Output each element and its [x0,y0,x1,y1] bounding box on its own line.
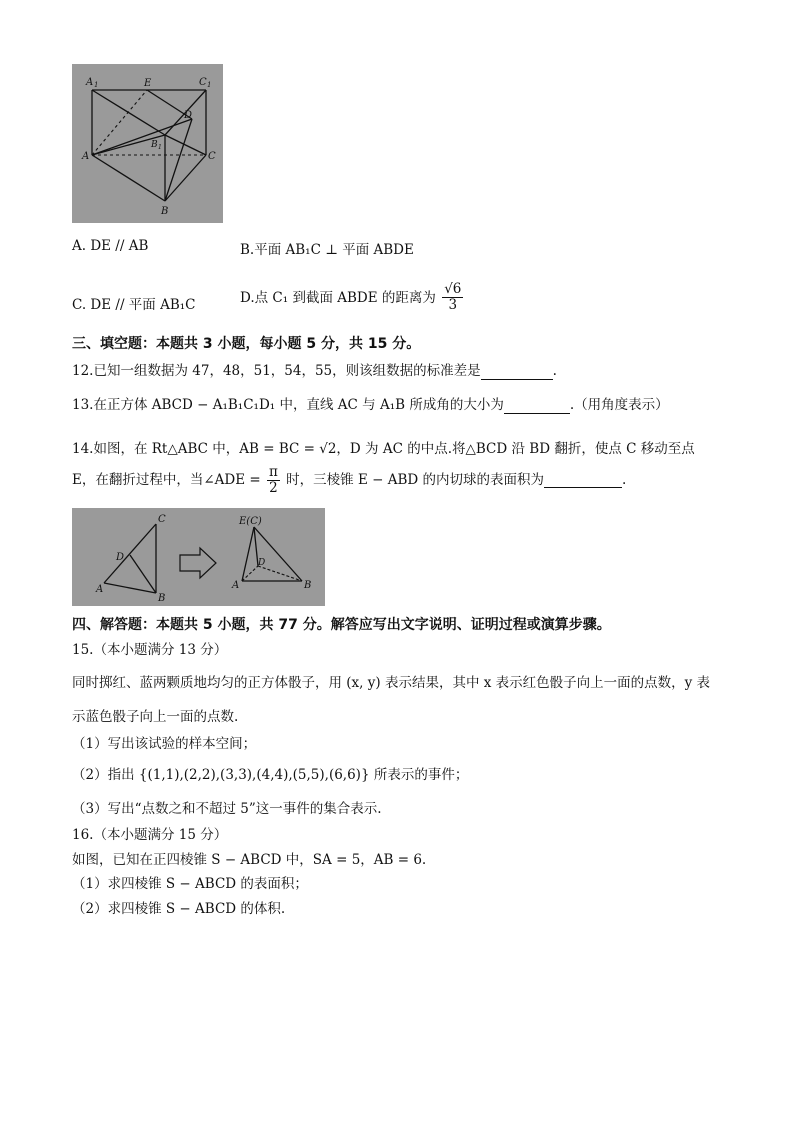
q15-line-2: 示蓝色骰子向上一面的点数. [72,709,239,725]
option-b: B.平面 AB₁C ⊥ 平面 ABDE [240,242,414,258]
option-a: A. DE // AB [72,238,149,254]
q16-line-1: 如图，已知在正四棱锥 S − ABCD 中，SA = 5，AB = 6. [72,852,427,868]
label-e: E [144,78,152,89]
q14-fraction [267,465,280,496]
q14-frac-denominator: 2 [269,479,278,496]
label-a1-sub: 1 [94,81,99,89]
prism-diagram [72,64,223,223]
q14-line-2a: E，在翻折过程中，当∠ADE = [72,471,261,488]
section-3-title: 三、填空题：本题共 3 小题，每小题 5 分，共 15 分。 [72,336,421,352]
q12-end: . [552,363,557,379]
question-13 [72,393,669,414]
q15-part-1: （1）写出该试验的样本空间； [72,736,257,752]
label-c1-sub: 1 [207,81,212,89]
q16-part-2: （2）求四棱锥 S − ABCD 的体积. [72,901,286,917]
q12-text: 12.已知一组数据为 47，48，51，54，55，则该组数据的标准差是 [72,363,481,379]
section-4-title: 四、解答题：本题共 5 小题，共 77 分。解答应写出文字说明、证明过程或演算步骤。 [72,617,611,633]
question-12 [72,359,557,380]
option-d [240,282,465,313]
q14-line-1: 14.如图，在 Rt△ABC 中，AB = BC = √2，D 为 AC 的中点.将△BCD 沿 BD 翻折，使点 C 移动至点 [72,441,695,457]
option-d-denominator: 3 [448,296,458,313]
q14-line-2b: 时，三棱锥 E − ABD 的内切球的表面积为 [286,471,544,488]
label-a1: A [86,77,94,88]
q15-line-1: 同时掷红、蓝两颗质地均匀的正方体骰子，用 (x, y) 表示结果，其中 x 表示红色骰子向上一面的点数，y 表 [72,675,711,691]
q14-frac-numerator: π [269,464,278,480]
q12-answer-blank [481,363,553,380]
q15-part-2: （2）指出 {(1,1),(2,2),(3,3),(4,4),(5,5),(6,6)} 所表示的事件； [72,767,469,783]
q15-header: 15.（本小题满分 13 分） [72,642,228,658]
q14-end: . [622,471,627,488]
q13-end: .（用角度表示） [569,397,669,413]
q15-part-3: （3）写出“点数之和不超过 5”这一事件的集合表示. [72,801,382,817]
label-c1: C [199,77,207,88]
label-c: C [208,151,216,162]
fig2-left-label-b: B [158,593,166,604]
fig2-right-label-e: E(C) [239,516,262,527]
q16-header: 16.（本小题满分 15 分） [72,827,228,843]
option-d-text: D.点 C₁ 到截面 ABDE 的距离为 [240,289,436,306]
fig2-left-label-c: C [158,514,166,525]
q13-text: 13.在正方体 ABCD − A₁B₁C₁D₁ 中，直线 AC 与 A₁B 所成角的大小为 [72,397,504,413]
fig2-right-label-a: A [232,580,240,591]
label-d: D [184,110,193,121]
q14-line-2 [72,465,626,496]
label-b1-sub: 1 [158,144,162,151]
label-b: B [161,206,169,217]
q16-part-1: （1）求四棱锥 S − ABCD 的表面积； [72,876,308,892]
option-c: C. DE // 平面 AB₁C [72,297,196,313]
q13-answer-blank [504,397,570,414]
folding-figure [72,508,325,606]
fig2-left-label-d: D [116,552,125,563]
label-a: A [82,151,90,162]
label-b1: B [151,140,158,150]
fig2-right-label-d: D [258,558,266,568]
option-d-numerator: √6 [444,281,462,297]
prism-figure [72,64,223,223]
fig2-right-label-b: B [304,580,312,591]
fig2-left-label-a: A [96,584,104,595]
option-d-fraction [442,282,463,313]
folding-diagram [72,508,325,606]
q14-answer-blank [544,473,622,488]
